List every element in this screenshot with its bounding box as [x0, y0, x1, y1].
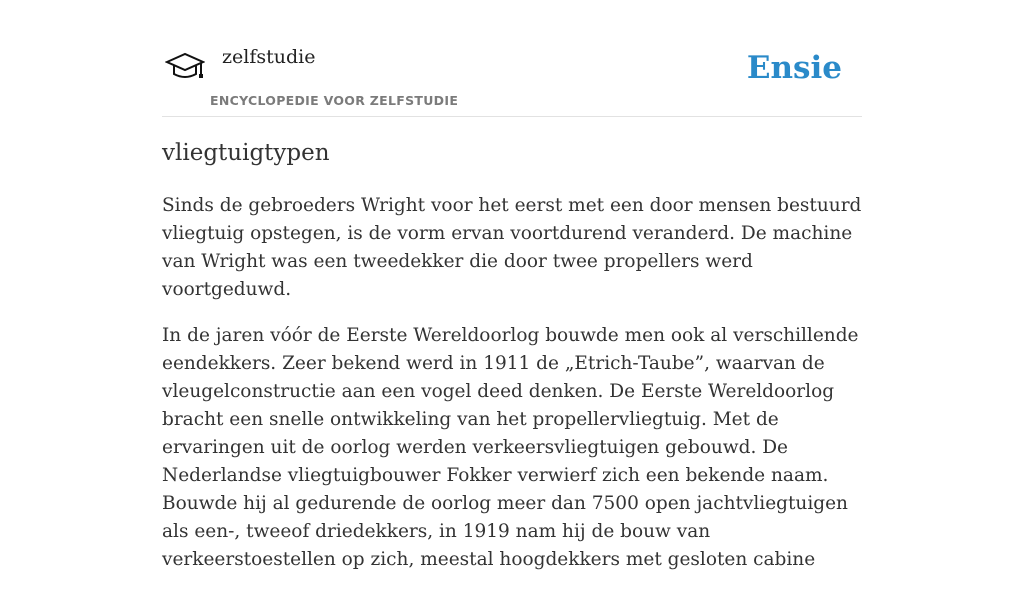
page-container [162, 0, 862, 570]
brand-logo[interactable]: Ensie [746, 50, 842, 86]
article-body [162, 192, 862, 592]
site-header [162, 0, 862, 117]
page-title: vliegtuigtypen [162, 140, 330, 166]
graduation-cap-svg [165, 50, 205, 84]
article-paragraph: In de jaren vóór de Eerste Wereldoorlog bouwde men ook al verschillende eendekkers. Zeer bekend werd in 1911 de „Etrich-Taube”, waarvan de vleugelconstructie aan een vogel deed denken. De Eerste Wereldoorlog bracht een snelle ontwikkeling van het propellervliegtuig. Met de ervaringen uit de oorlog werden verkeersvliegtuigen gebouwd. De Nederlandse vliegtuigbouwer Fokker verwierf zich een bekende naam. Bouwde hij al gedurende de oorlog meer dan 7500 open jachtvliegtuigen als een-, tweeof driedekkers, in 1919 nam hij de bouw van verkeerstoestellen op zich, meestal hoogdekkers met gesloten cabine [162, 325, 859, 570]
site-name[interactable]: zelfstudie [222, 46, 316, 68]
site-tagline: ENCYCLOPEDIE VOOR ZELFSTUDIE [210, 93, 459, 108]
graduation-cap-icon[interactable] [162, 44, 208, 90]
article-paragraph: Sinds de gebroeders Wright voor het eerst met een door mensen bestuurd vliegtuig opstegen, is de vorm ervan voortdurend veranderd. De machine van Wright was een tweedekker die door twee propellers werd voortgeduwd. [162, 195, 862, 300]
